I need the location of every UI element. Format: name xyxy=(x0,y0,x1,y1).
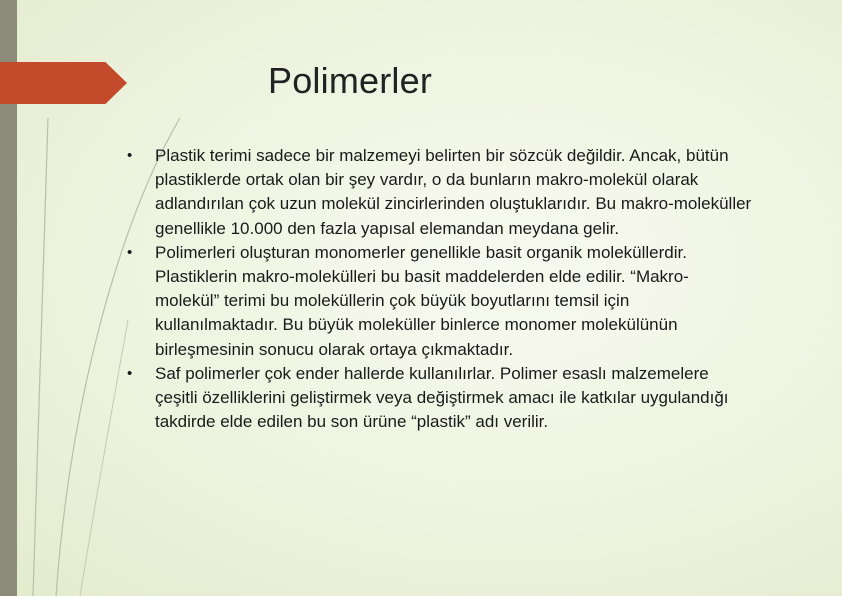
bullet-text: Saf polimerler çok ender hallerde kullanılırlar. Polimer esaslı malzemelere çeşitli özelliklerini geliştirmek veya değiştirmek amacı ile katkılar uygulandığı takdirde elde edilen bu son ürüne “plastik” adı verilir. xyxy=(155,363,729,432)
bullet-marker: • xyxy=(127,147,133,164)
bullet-marker: • xyxy=(127,364,133,382)
bullet-item xyxy=(127,362,752,435)
slide-title: Polimerler xyxy=(268,60,433,101)
bullet-text: Plastik terimi sadece bir malzemeyi belirten bir sözcük değildir. Ancak, bütün plastiklerde ortak olan bir şey vardır, o da bunların makro-molekül olarak adlandırılan çok uzun molekül zincirlerinden oluştuklarıdır. Bu makro-moleküller genellikle 10.000 den fazla yapısal elemandan meydana gelir. xyxy=(155,146,752,238)
title-accent-arrow xyxy=(0,62,127,104)
bullet-list xyxy=(127,144,752,434)
bullet-item xyxy=(127,144,752,241)
bullet-marker: • xyxy=(127,243,133,261)
bullet-item xyxy=(127,241,752,362)
deco-line-3 xyxy=(80,320,128,596)
deco-line-1 xyxy=(33,118,48,596)
bullet-text: Polimerleri oluşturan monomerler genellikle basit organik moleküllerdir. Plastiklerin makro-molekülleri bu basit maddelerden elde edilir. “Makro-molekül” terimi bu moleküllerin çok büyük boyutlarını temsil için kullanılmaktadır. Bu büyük moleküller binlerce monomer molekülünün birleşmesinin sonucu olarak ortaya çıkmaktadır. xyxy=(155,242,689,359)
